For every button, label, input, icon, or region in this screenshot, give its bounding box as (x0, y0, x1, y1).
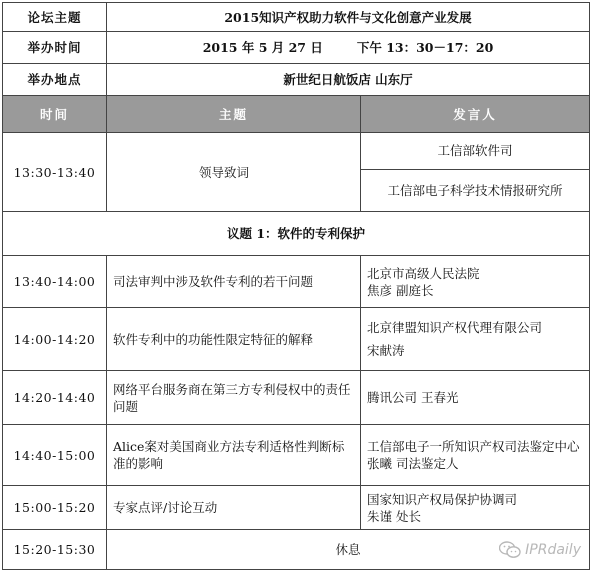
agenda-table (2, 2, 590, 570)
venue-label: 举办地点 (3, 64, 107, 96)
opening-speaker-2: 工信部电子科学技术情报研究所 (361, 169, 589, 211)
forum-venue-row (3, 64, 590, 96)
header-row (3, 96, 590, 133)
session-topic: Alice案对美国商业方法专利适格性判断标准的影响 (107, 425, 361, 486)
session-speaker-name: 宋献涛 (367, 343, 405, 358)
session-speaker-name: 焦彦 副庭长 (367, 282, 434, 298)
watermark-text: IPRdaily (525, 542, 581, 558)
opening-speaker-1: 工信部软件司 (437, 143, 513, 158)
session-time: 15:00-15:20 (3, 486, 107, 530)
table-row (3, 425, 590, 486)
session-time: 13:40-14:00 (3, 256, 107, 308)
wechat-icon (499, 541, 521, 559)
session-speaker (361, 256, 590, 308)
session-topic: 司法审判中涉及软件专利的若干问题 (107, 256, 361, 308)
session-topic: 网络平台服务商在第三方专利侵权中的责任问题 (107, 371, 361, 425)
session-speaker (361, 308, 590, 371)
session-topic: 软件专利中的功能性限定特征的解释 (107, 308, 361, 371)
time-label: 举办时间 (3, 32, 107, 64)
session-topic: 专家点评/讨论互动 (107, 486, 361, 530)
table-row (3, 256, 590, 308)
forum-venue: 新世纪日航饭店 山东厅 (107, 64, 590, 96)
session-speaker (361, 425, 590, 486)
opening-time: 13:30-13:40 (3, 133, 107, 212)
section-title-row (3, 212, 590, 256)
forum-theme: 2015知识产权助力软件与文化创意产业发展 (107, 3, 590, 32)
session-time: 14:20-14:40 (3, 371, 107, 425)
session-time: 14:00-14:20 (3, 308, 107, 371)
session-speaker-name: 张曦 司法鉴定人 (367, 456, 459, 471)
session-time: 14:40-15:00 (3, 425, 107, 486)
header-topic: 主题 (107, 96, 361, 133)
opening-row (3, 133, 590, 212)
session-speaker-name: 朱谨 处长 (367, 508, 421, 524)
session-speaker-org: 工信部电子一所知识产权司法鉴定中心 (367, 439, 580, 454)
section-title: 议题 1：软件的专利保护 (3, 212, 590, 256)
header-speaker: 发言人 (361, 96, 590, 133)
forum-time-range: 下午 13：30－17：20 (356, 40, 494, 55)
table-row (3, 486, 590, 530)
opening-topic: 领导致词 (107, 133, 361, 212)
table-row (3, 308, 590, 371)
opening-speakers (361, 133, 590, 212)
forum-date: 2015 年 5 月 27 日 (202, 40, 323, 55)
theme-label: 论坛主题 (3, 3, 107, 32)
session-speaker-org: 国家知识产权局保护协调司 (367, 491, 518, 507)
break-time: 15:20-15:30 (3, 530, 107, 570)
session-speaker-org: 北京律盟知识产权代理有限公司 (367, 320, 543, 335)
session-speaker-org: 北京市高级人民法院 (367, 265, 480, 281)
break-label: 休息 (107, 530, 590, 570)
session-speaker-org: 腾讯公司 王春光 (367, 390, 459, 405)
header-time: 时间 (3, 96, 107, 133)
table-row (3, 371, 590, 425)
session-speaker (361, 371, 590, 425)
watermark (499, 541, 581, 559)
forum-time-row (3, 32, 590, 64)
session-speaker (361, 486, 590, 530)
forum-theme-row (3, 3, 590, 32)
forum-time (107, 32, 590, 64)
